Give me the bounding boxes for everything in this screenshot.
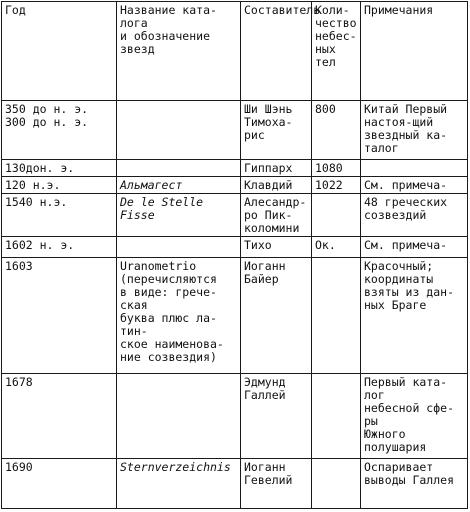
cell-compiler: Иоганн Байер (241, 258, 312, 374)
table-header-row (2, 2, 468, 101)
cell-catalog-name: De le Stelle Fisse (117, 194, 241, 237)
cell-compiler: Эдмунд Галлей (241, 374, 312, 459)
header-compiler: Составитель (241, 2, 312, 101)
cell-count: 800 (312, 101, 361, 160)
cell-catalog-name: Sternverzeichnis (117, 459, 241, 509)
cell-catalog-name: Альмагест (117, 177, 241, 194)
table-row (2, 237, 468, 258)
table-row (2, 101, 468, 160)
cell-count: Ок. (312, 237, 361, 258)
table-row (2, 374, 468, 459)
cell-year: 350 до н. э. 300 до н. э. (2, 101, 117, 160)
header-notes: Примечания (361, 2, 468, 101)
cell-notes (361, 160, 468, 177)
table-row (2, 160, 468, 177)
cell-notes: Оспаривает выводы Галлея (361, 459, 468, 509)
cell-catalog-name (117, 374, 241, 459)
cell-notes: См. примеча- (361, 237, 468, 258)
cell-notes: 48 греческих созвездий (361, 194, 468, 237)
table-row (2, 459, 468, 509)
header-count: Коли- чество небес- ных тел (312, 2, 361, 101)
cell-year: 130дон. э. (2, 160, 117, 177)
cell-compiler: Клавдий (241, 177, 312, 194)
cell-catalog-name: Uranometrio (перечисляются в виде: грече- ская буква плюс ла- тин- ское наименова- ние созвездия) (117, 258, 241, 374)
cell-count (312, 194, 361, 237)
cell-count (312, 258, 361, 374)
cell-count: 1022 (312, 177, 361, 194)
header-catalog-name: Название ката- лога и обозначение звезд (117, 2, 241, 101)
cell-catalog-name (117, 237, 241, 258)
header-year: Год (2, 2, 117, 101)
cell-compiler: Тихо (241, 237, 312, 258)
cell-compiler: Иоганн Гевелий (241, 459, 312, 509)
cell-year: 1690 (2, 459, 117, 509)
cell-year: 1540 н.э. (2, 194, 117, 237)
cell-year: 120 н.э. (2, 177, 117, 194)
table-row (2, 258, 468, 374)
cell-year: 1603 (2, 258, 117, 374)
table-row (2, 194, 468, 237)
cell-year: 1602 н. э. (2, 237, 117, 258)
cell-year: 1678 (2, 374, 117, 459)
cell-notes: Китай Первый настоя-щий звездный ка- талог (361, 101, 468, 160)
cell-count (312, 459, 361, 509)
star-catalog-table (1, 1, 468, 509)
cell-notes: Первый ката- лог небесной сфе- ры Южного полушария (361, 374, 468, 459)
cell-compiler: Алесандр- ро Пик- коломини (241, 194, 312, 237)
cell-notes: См. примеча- (361, 177, 468, 194)
cell-count: 1080 (312, 160, 361, 177)
cell-notes: Красочный; координаты взяты из дан- ных Браге (361, 258, 468, 374)
cell-catalog-name (117, 160, 241, 177)
cell-compiler: Гиппарх (241, 160, 312, 177)
cell-count (312, 374, 361, 459)
cell-compiler: Ши Шэнь Тимоха- рис (241, 101, 312, 160)
table-row (2, 177, 468, 194)
cell-catalog-name (117, 101, 241, 160)
